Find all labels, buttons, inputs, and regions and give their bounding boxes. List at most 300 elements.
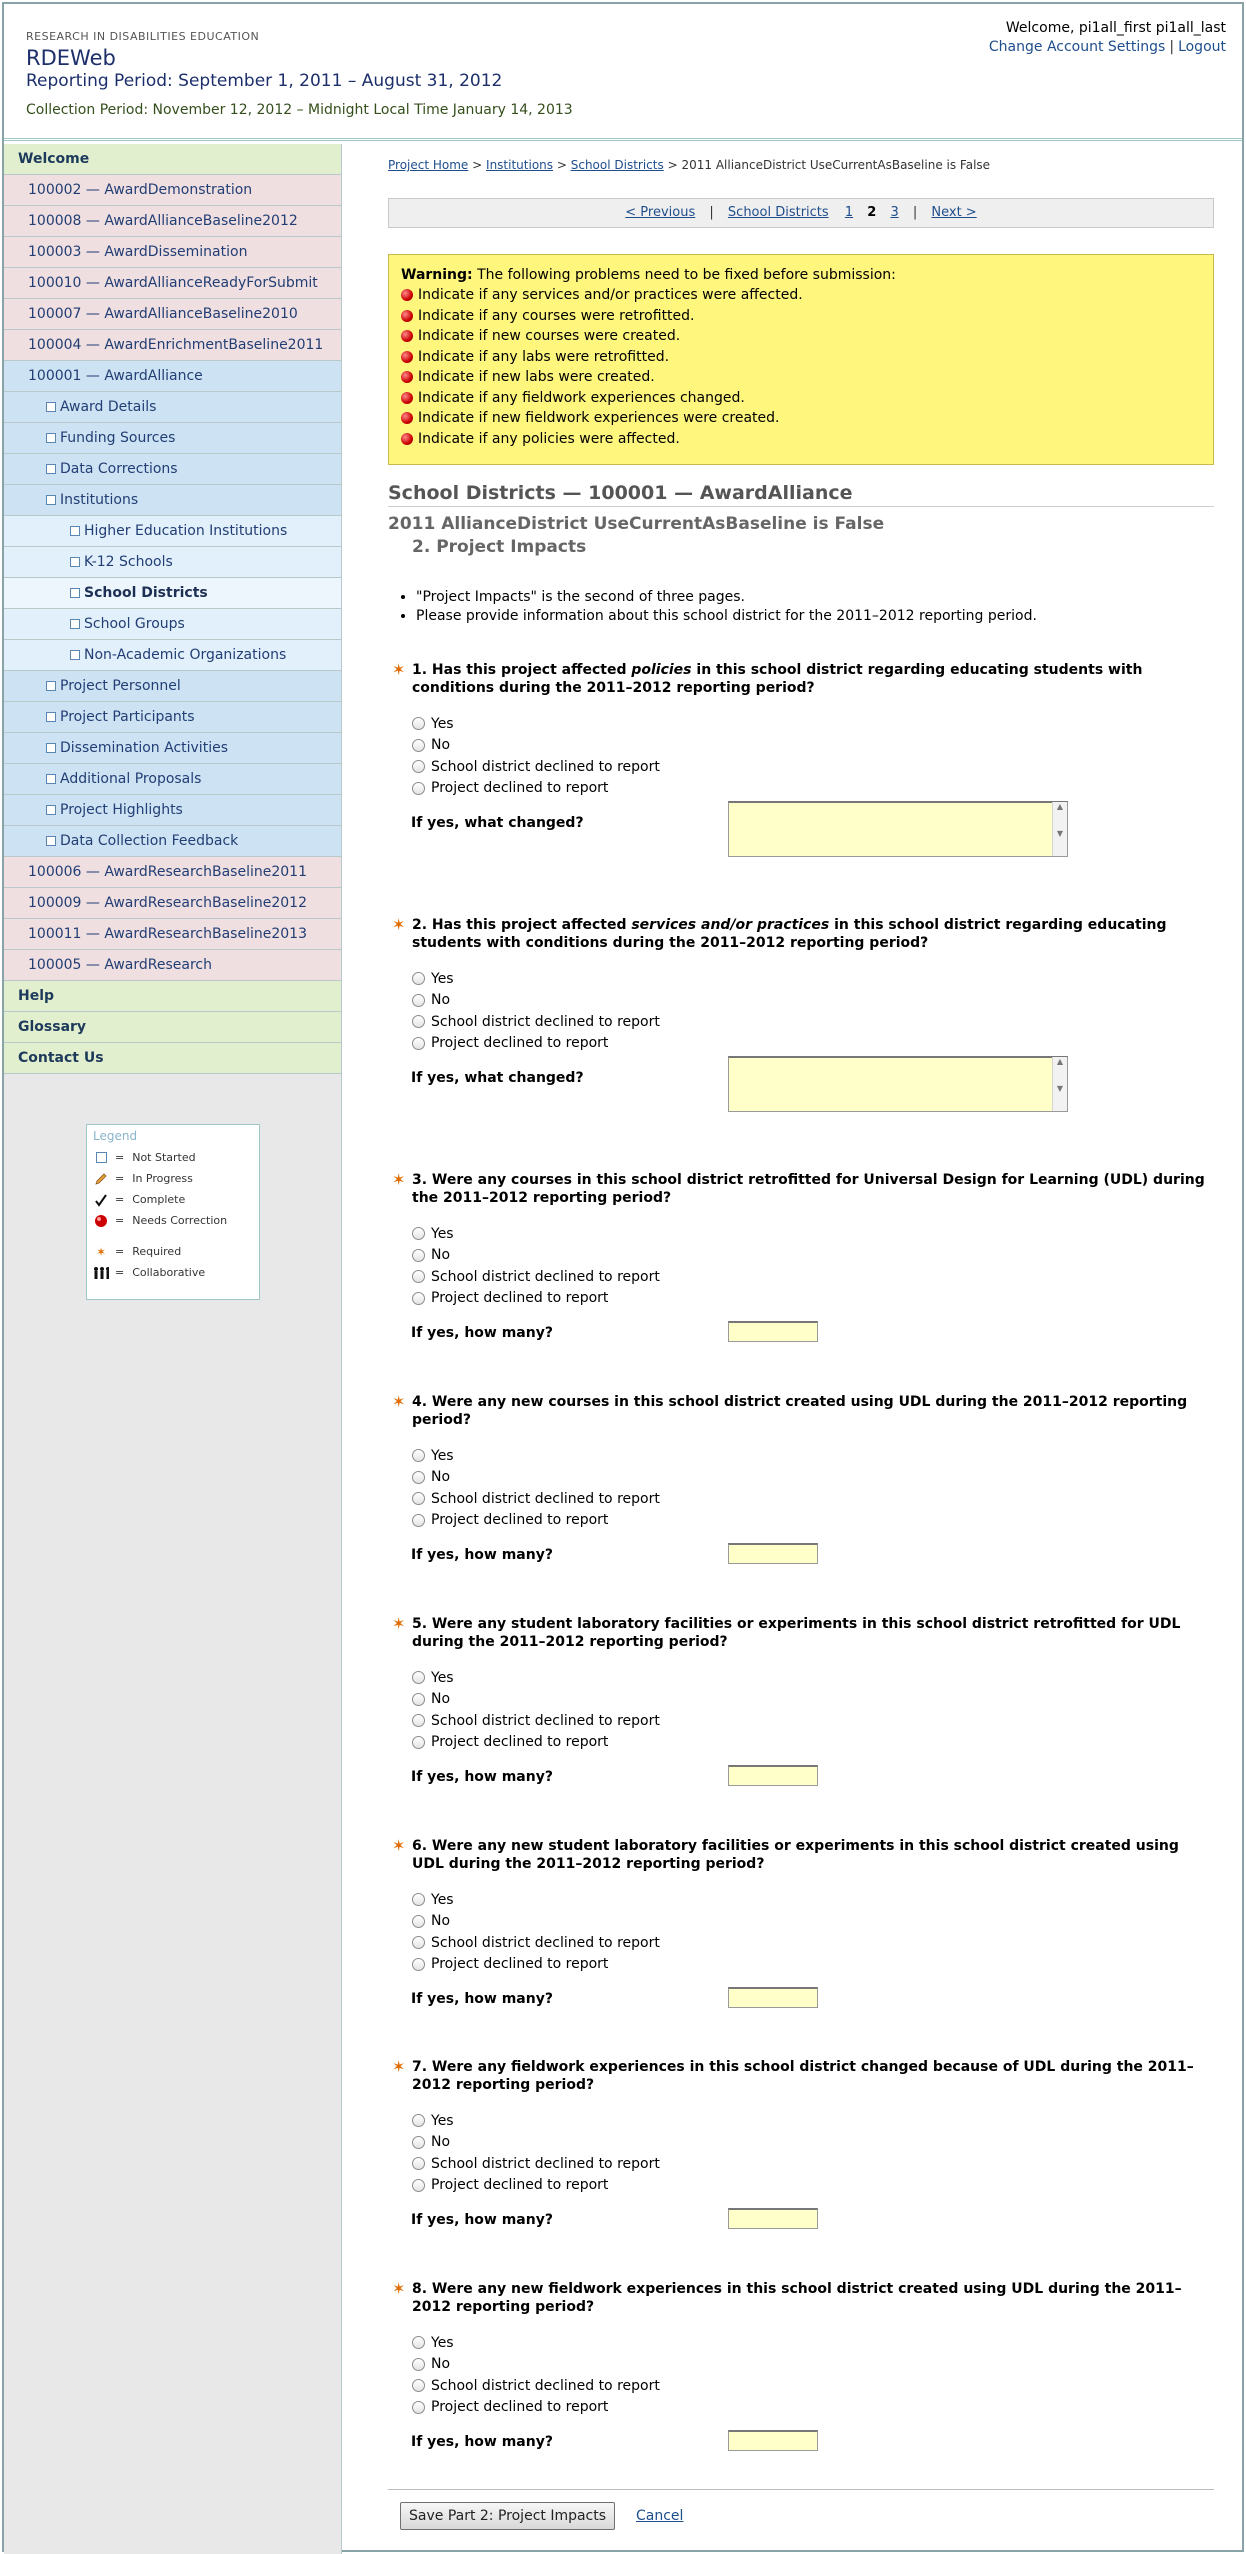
section-title: School Districts — 100001 — AwardAlliance [388,482,1214,507]
needs-correction-icon [401,310,413,322]
not-started-icon [46,433,56,443]
radio-label: School district declined to report [431,1934,660,1951]
radio-option-yes[interactable] [412,713,1214,735]
intro-list [404,589,1037,627]
question-7 [388,2058,1214,2238]
warning-text: The following problems need to be fixed before submission: [477,267,896,283]
radio-label: No [431,2356,451,2373]
radio-option-district-declined[interactable] [412,1011,1214,1033]
nav-glossary[interactable]: Glossary [4,1012,341,1043]
follow-up [388,2212,1214,2238]
nav-funding-sources[interactable] [4,423,341,454]
follow-up-label: If yes, how many? [411,1325,553,1341]
page-3-link[interactable]: 3 [890,205,899,220]
needs-correction-icon [401,433,413,445]
nav-label: Higher Education Institutions [84,523,288,539]
link-separator: | [1169,39,1175,55]
radio-option-yes[interactable] [412,2332,1214,2354]
breadcrumb-institutions[interactable]: Institutions [486,158,554,172]
collection-period: Collection Period: November 12, 2012 – Midnight Local Time January 14, 2013 [26,102,573,118]
radio-option-no[interactable] [412,1245,1214,1267]
radio-label: Yes [431,970,454,987]
nav-welcome[interactable]: Welcome [4,144,341,175]
radio-option-no[interactable] [412,1467,1214,1489]
question-text-part: 5. Were any student laboratory facilities or experiments in this school district retrofitted for UDL during the 2011–2012 reporting period? [412,1616,1181,1650]
legend-label: In Progress [132,1172,193,1185]
question-text-part: 1. Has this project affected [412,662,632,678]
legend-eq: = [115,1266,125,1279]
nav-award[interactable]: 100008 — AwardAllianceBaseline2012 [4,206,341,237]
radio-button[interactable] [412,1958,425,1971]
legend-eq: = [115,1245,125,1258]
radio-option-yes[interactable] [412,1445,1214,1467]
not-started-icon [70,557,80,567]
warning-item [401,347,1201,368]
required-star-icon: ✶ [95,1244,107,1259]
change-account-settings-link[interactable]: Change Account Settings [988,39,1166,55]
radio-button[interactable] [412,2179,425,2192]
follow-up-label: If yes, how many? [411,1769,553,1785]
not-started-icon [46,402,56,412]
how-many-input[interactable] [728,2208,818,2229]
radio-button[interactable] [412,2379,425,2392]
question-emphasis: policies [631,662,692,678]
radio-button[interactable] [412,739,425,752]
radio-option-project-declined[interactable] [412,1510,1214,1532]
required-star-icon: ✶ [392,1836,406,1855]
page-frame [2,2,1244,2552]
nav-award[interactable]: 100005 — AwardResearch [4,950,341,981]
legend-label: Needs Correction [132,1214,228,1227]
warning-item-text: Indicate if new courses were created. [418,328,681,345]
radio-button[interactable] [412,2401,425,2414]
nav-dissemination[interactable] [4,733,341,764]
question-emphasis: services and/or practices [631,917,830,933]
radio-option-district-declined[interactable] [412,1266,1214,1288]
legend-row [93,1262,253,1283]
nav-label: Data Corrections [60,461,178,477]
radio-option-no[interactable] [412,1911,1214,1933]
radio-button[interactable] [412,717,425,730]
nav-label: Project Participants [60,709,195,725]
nav-label: Project Personnel [60,678,181,694]
warning-item-text: Indicate if new fieldwork experiences were created. [418,410,780,427]
not-started-icon [46,712,56,722]
radio-label: Project declined to report [431,1956,609,1973]
radio-group [388,2332,1214,2418]
breadcrumb-home[interactable]: Project Home [388,158,469,172]
question-text [388,2280,1208,2316]
nav-award[interactable]: 100007 — AwardAllianceBaseline2010 [4,299,341,330]
textarea-scrollbar[interactable]: ▲ ▼ [1052,802,1067,856]
not-started-icon [46,495,56,505]
app-title: RDEWeb [26,46,116,70]
radio-button[interactable] [412,2114,425,2127]
nav-award[interactable]: 100009 — AwardResearchBaseline2012 [4,888,341,919]
radio-button[interactable] [412,1936,425,1949]
radio-label: School district declined to report [431,1013,660,1030]
what-changed-textarea[interactable] [728,801,1068,857]
org-name: RESEARCH IN DISABILITIES EDUCATION [26,30,260,43]
legend-row [93,1147,253,1168]
radio-button[interactable] [412,1227,425,1240]
nav-label: Dissemination Activities [60,740,228,756]
follow-up [388,1057,1214,1126]
radio-option-no[interactable] [412,1689,1214,1711]
radio-button[interactable] [412,1270,425,1283]
radio-option-district-declined[interactable] [412,1488,1214,1510]
radio-group [388,1667,1214,1753]
question-8 [388,2280,1214,2460]
radio-button[interactable] [412,2358,425,2371]
nav-label: School Districts [84,585,208,601]
sidebar [4,144,342,2554]
legend-label: Complete [132,1193,186,1206]
legend-eq: = [115,1214,125,1227]
nav-award[interactable]: 100006 — AwardResearchBaseline2011 [4,857,341,888]
needs-correction-icon [401,412,413,424]
radio-option-project-declined[interactable] [412,2397,1214,2419]
nav-k12-schools[interactable] [4,547,341,578]
nav-project-personnel[interactable] [4,671,341,702]
nav-award-details[interactable] [4,392,341,423]
required-star-icon: ✶ [392,1170,406,1189]
radio-label: Project declined to report [431,2399,609,2416]
needs-correction-icon [93,1214,109,1228]
textarea-scrollbar[interactable]: ▲ ▼ [1052,1057,1067,1111]
radio-option-no[interactable] [412,2132,1214,2154]
how-many-input[interactable] [728,1543,818,1564]
radio-label: No [431,1913,451,1930]
how-many-input[interactable] [728,2430,818,2451]
follow-up-label: If yes, what changed? [411,815,584,831]
follow-up [388,1547,1214,1573]
nav-award[interactable]: 100004 — AwardEnrichmentBaseline2011 [4,330,341,361]
warning-item-text: Indicate if any policies were affected. [418,430,680,447]
radio-label: Project declined to report [431,1035,609,1052]
how-many-input[interactable] [728,1321,818,1342]
breadcrumb-school-districts[interactable]: School Districts [570,158,664,172]
radio-group [388,968,1214,1054]
pager-sep: | [709,205,714,220]
not-started-icon [46,464,56,474]
legend-label: Not Started [132,1151,196,1164]
sidebar-nav [4,144,341,1074]
question-text-part: 8. Were any new fieldwork experiences in this school district created using UDL during the 2011–2012 reporting period? [412,2281,1182,2315]
radio-button[interactable] [412,2157,425,2170]
nav-data-feedback[interactable] [4,826,341,857]
legend-label: Collaborative [132,1266,206,1279]
warning-item [401,367,1201,388]
nav-project-participants[interactable] [4,702,341,733]
save-button[interactable]: Save Part 2: Project Impacts [400,2502,615,2530]
question-text [388,2058,1208,2094]
nav-label: Additional Proposals [60,771,202,787]
what-changed-textarea[interactable] [728,1056,1068,1112]
nav-label: Data Collection Feedback [60,833,239,849]
radio-option-project-declined[interactable] [412,1732,1214,1754]
reporting-period: Reporting Period: September 1, 2011 – August 31, 2012 [26,71,503,91]
question-6 [388,1837,1214,2017]
needs-correction-icon [401,371,413,383]
radio-option-project-declined[interactable] [412,1288,1214,1310]
radio-label: No [431,1691,451,1708]
radio-option-yes[interactable] [412,968,1214,990]
question-text-part: 2. Has this project affected [412,917,632,933]
school-districts-link[interactable]: School Districts [727,205,829,220]
how-many-input[interactable] [728,1765,818,1786]
nav-award[interactable]: 100003 — AwardDissemination [4,237,341,268]
radio-option-no[interactable] [412,2354,1214,2376]
warning-item-text: Indicate if any courses were retrofitted. [418,307,695,324]
radio-label: Yes [431,2334,454,2351]
legend-row [93,1210,253,1231]
warning-item-text: Indicate if any fieldwork experiences changed. [418,389,745,406]
breadcrumb-current: 2011 AllianceDistrict UseCurrentAsBaseline is False [681,158,991,172]
follow-up-label: If yes, how many? [411,1547,553,1563]
nav-higher-ed[interactable] [4,516,341,547]
nav-data-corrections[interactable] [4,454,341,485]
how-many-input[interactable] [728,1987,818,2008]
not-started-icon [46,743,56,753]
radio-label: Yes [431,1669,454,1686]
warning-item-text: Indicate if new labs were created. [418,369,655,386]
required-star-icon: ✶ [392,2057,406,2076]
legend-gap [93,1231,253,1241]
warning-item [401,285,1201,306]
radio-button[interactable] [412,1292,425,1305]
nav-project-highlights[interactable] [4,795,341,826]
breadcrumb-sep: > [472,158,483,172]
radio-label: School district declined to report [431,1268,660,1285]
nav-label: K-12 Schools [84,554,173,570]
radio-label: Project declined to report [431,1512,609,1529]
radio-button[interactable] [412,2336,425,2349]
radio-group [388,1445,1214,1531]
question-text-part: 6. Were any new student laboratory facilities or experiments in this school district created using UDL during the 2011–2012 reporting period? [412,1838,1179,1872]
nav-label: Project Highlights [60,802,183,818]
not-started-icon [70,526,80,536]
nav-award[interactable]: 100010 — AwardAllianceReadyForSubmit [4,268,341,299]
legend-label: Required [132,1245,182,1258]
nav-label: Non-Academic Organizations [84,647,287,663]
nav-label: Award Details [60,399,157,415]
legend-eq: = [115,1193,125,1206]
nav-school-districts[interactable] [4,578,341,609]
required-star-icon: ✶ [392,1392,406,1411]
radio-label: No [431,992,451,1009]
not-started-icon [46,774,56,784]
required-star-icon: ✶ [392,1614,406,1633]
radio-option-yes[interactable] [412,2110,1214,2132]
collaborative-people-icon [93,1266,109,1280]
breadcrumb-sep: > [667,158,678,172]
logout-link[interactable]: Logout [1178,39,1226,55]
radio-option-project-declined[interactable] [412,778,1214,800]
required-star-icon: ✶ [392,2279,406,2298]
question-5 [388,1615,1214,1795]
warning-label: Warning: [401,267,473,283]
form-divider [388,2489,1214,2490]
radio-label: School district declined to report [431,758,660,775]
radio-label: Project declined to report [431,2177,609,2194]
not-started-icon [93,1151,109,1165]
nav-additional-proposals[interactable] [4,764,341,795]
radio-button[interactable] [412,2136,425,2149]
intro-item: • "Project Impacts" is the second of three pages. [416,589,1037,608]
radio-button[interactable] [412,1249,425,1262]
radio-option-project-declined[interactable] [412,1954,1214,1976]
legend-row [93,1189,253,1210]
radio-label: Yes [431,1447,454,1464]
question-text [388,1615,1208,1651]
warning-item [401,326,1201,347]
radio-button[interactable] [412,782,425,795]
radio-option-project-declined[interactable] [412,1033,1214,1055]
nav-help[interactable]: Help [4,981,341,1012]
radio-option-district-declined[interactable] [412,1932,1214,1954]
cancel-link[interactable]: Cancel [636,2508,684,2524]
radio-button[interactable] [412,1714,425,1727]
required-star-icon: ✶ [392,660,406,679]
radio-group [388,2110,1214,2196]
radio-option-project-declined[interactable] [412,2175,1214,2197]
district-title: 2011 AllianceDistrict UseCurrentAsBaseline is False [388,514,885,534]
radio-option-no[interactable] [412,990,1214,1012]
radio-button[interactable] [412,994,425,1007]
follow-up-label: If yes, how many? [411,1991,553,2007]
radio-option-district-declined[interactable] [412,2375,1214,2397]
radio-label: Project declined to report [431,1734,609,1751]
nav-award[interactable]: 100011 — AwardResearchBaseline2013 [4,919,341,950]
legend [86,1124,260,1300]
radio-button[interactable] [412,1693,425,1706]
legend-eq: = [115,1151,125,1164]
question-4 [388,1393,1214,1573]
needs-correction-icon [401,351,413,363]
warning-header [401,267,1201,283]
nav-non-academic[interactable] [4,640,341,671]
radio-group [388,713,1214,799]
nav-institutions[interactable] [4,485,341,516]
radio-button[interactable] [412,1492,425,1505]
radio-button[interactable] [412,1037,425,1050]
page-header [4,4,1242,141]
needs-correction-icon [401,392,413,404]
radio-option-yes[interactable] [412,1223,1214,1245]
nav-school-groups[interactable] [4,609,341,640]
not-started-icon [70,650,80,660]
not-started-icon [46,681,56,691]
radio-label: Project declined to report [431,1290,609,1307]
welcome-message: Welcome, pi1all_first pi1all_last [1005,20,1226,36]
needs-correction-icon [401,330,413,342]
follow-up [388,2434,1214,2460]
legend-eq: = [115,1172,125,1185]
radio-option-district-declined[interactable] [412,2153,1214,2175]
previous-link[interactable]: < Previous [625,205,696,220]
pencil-icon [93,1172,109,1186]
radio-label: School district declined to report [431,2155,660,2172]
question-text-part: in this school district regarding educating students with conditions during the 2011–2012 reporting period? [412,662,1143,696]
warning-item-text: Indicate if any labs were retrofitted. [418,348,670,365]
radio-button[interactable] [412,1471,425,1484]
question-text [388,1393,1208,1429]
radio-button[interactable] [412,972,425,985]
radio-label: No [431,737,451,754]
page-1-link[interactable]: 1 [844,205,854,220]
radio-label: Yes [431,1891,454,1908]
next-link[interactable]: Next > [931,205,977,220]
pager-sep: | [912,205,918,220]
radio-button[interactable] [412,760,425,773]
pager [388,198,1214,228]
nav-label: Institutions [60,492,139,508]
question-2 [388,916,1214,1126]
question-text-part: 7. Were any fieldwork experiences in this school district changed because of UDL during the 2011–2012 reporting period? [412,2059,1194,2093]
question-text [388,916,1208,952]
follow-up-label: If yes, what changed? [411,1070,584,1086]
radio-label: No [431,2134,451,2151]
not-started-icon [46,836,56,846]
radio-button[interactable] [412,1893,425,1906]
part-title: 2. Project Impacts [412,537,587,557]
follow-up [388,1769,1214,1795]
radio-label: School district declined to report [431,1712,660,1729]
required-star-icon: ✶ [392,915,406,934]
nav-award-open[interactable]: 100001 — AwardAlliance [4,361,341,392]
follow-up [388,1991,1214,2017]
radio-button[interactable] [412,1449,425,1462]
radio-button[interactable] [412,1015,425,1028]
nav-award[interactable]: 100002 — AwardDemonstration [4,175,341,206]
question-text [388,1171,1208,1207]
radio-label: Yes [431,1225,454,1242]
legend-row [93,1168,253,1189]
radio-button[interactable] [412,1915,425,1928]
not-started-icon [70,588,80,598]
nav-label: Funding Sources [60,430,176,446]
radio-label: Yes [431,715,454,732]
radio-option-district-declined[interactable] [412,1710,1214,1732]
warning-item [401,388,1201,409]
radio-option-district-declined[interactable] [412,756,1214,778]
needs-correction-icon [401,289,413,301]
radio-button[interactable] [412,1736,425,1749]
warning-item-text: Indicate if any services and/or practices were affected. [418,287,803,304]
follow-up-label: If yes, how many? [411,2212,553,2228]
radio-option-no[interactable] [412,735,1214,757]
question-text-part: in this school district regarding educating students with conditions during the 2011–2012 reporting period? [412,917,1167,951]
warning-box [388,254,1214,465]
nav-label: School Groups [84,616,185,632]
radio-option-yes[interactable] [412,1667,1214,1689]
follow-up [388,802,1214,871]
radio-label: School district declined to report [431,2377,660,2394]
breadcrumb [388,158,990,172]
radio-button[interactable] [412,1671,425,1684]
question-3 [388,1171,1214,1351]
radio-button[interactable] [412,1514,425,1527]
nav-contact[interactable]: Contact Us [4,1043,341,1074]
warning-item [401,408,1201,429]
radio-group [388,1223,1214,1309]
follow-up-label: If yes, how many? [411,2434,553,2450]
radio-label: No [431,1247,451,1264]
radio-label: Project declined to report [431,780,609,797]
intro-item: • Please provide information about this school district for the 2011–2012 reporting period. [416,608,1037,627]
radio-option-yes[interactable] [412,1889,1214,1911]
